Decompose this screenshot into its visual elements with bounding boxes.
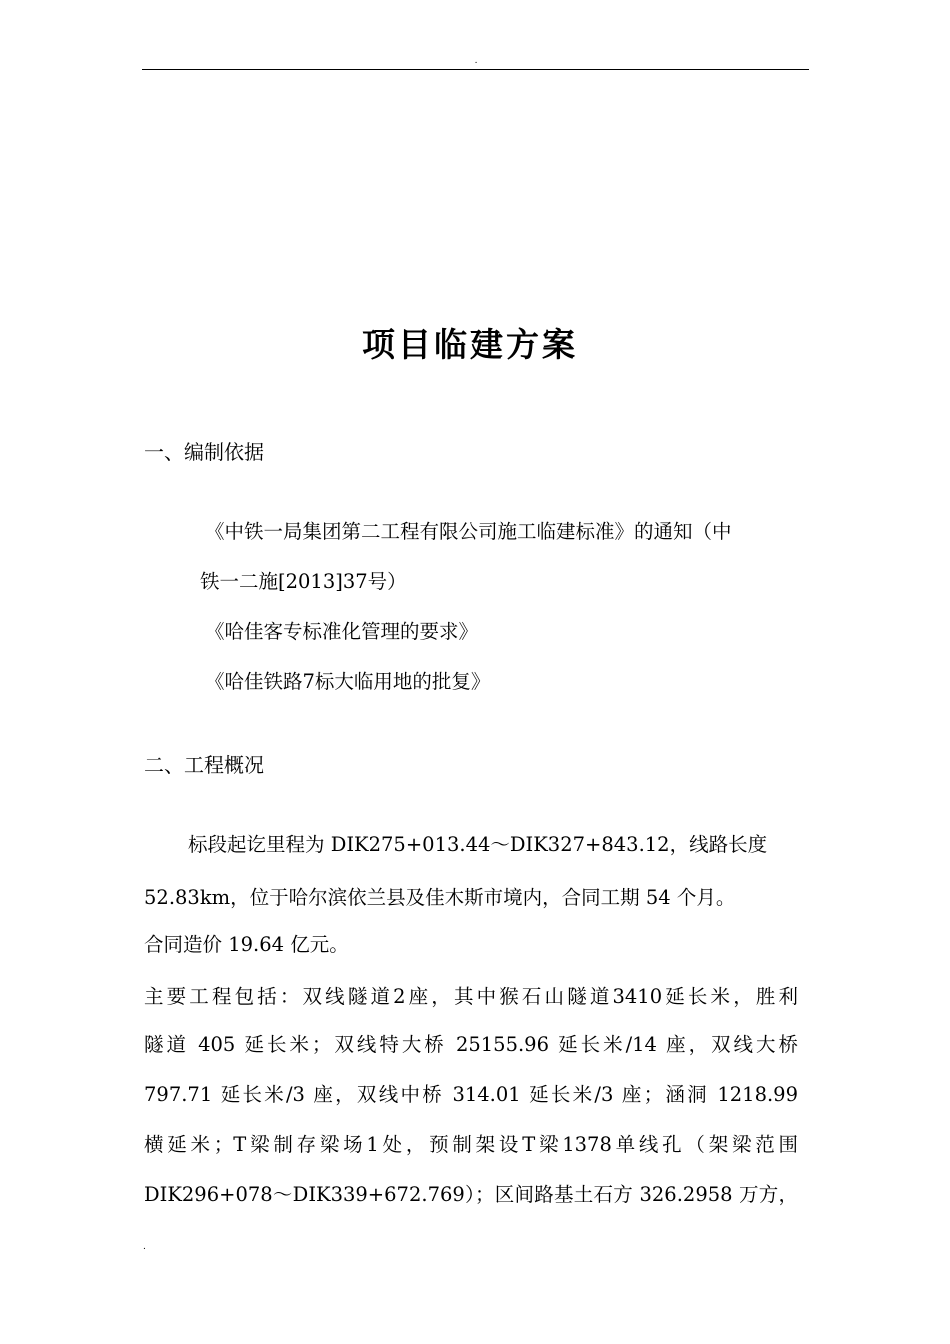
header-rule — [142, 69, 809, 70]
basis-line-3: 《哈佳客专标准化管理的要求》 — [205, 620, 479, 643]
page-title: 项目临建方案 — [362, 325, 578, 364]
basis-line-2: 铁一二施[2013]37号） — [200, 570, 407, 593]
overview-line-7: 横延米；T梁制存梁场1处，预制架设T梁1378单线孔（架梁范围 — [144, 1133, 798, 1156]
overview-line-3: 合同造价 19.64 亿元。 — [144, 933, 349, 956]
section-heading-basis: 一、编制依据 — [144, 440, 264, 464]
header-mark: . — [474, 56, 478, 66]
overview-line-4: 主要工程包括：双线隧道2座，其中猴石山隧道3410延长米，胜利 — [144, 985, 798, 1008]
overview-line-1: 标段起讫里程为 DIK275+013.44～DIK327+843.12，线路长度 — [188, 833, 768, 856]
overview-line-6: 797.71 延长米/3 座，双线中桥 314.01 延长米/3 座；涵洞 1218.99 — [144, 1083, 798, 1106]
overview-line-8: DIK296+078～DIK339+672.769）；区间路基土石方 326.2958 万方， — [144, 1183, 798, 1206]
overview-line-2: 52.83km，位于哈尔滨依兰县及佳木斯市境内，合同工期 54 个月。 — [144, 886, 736, 909]
section-heading-overview: 二、工程概况 — [144, 753, 264, 777]
footer-mark: . — [143, 1242, 146, 1252]
basis-line-1: 《中铁一局集团第二工程有限公司施工临建标准》的通知（中 — [205, 520, 732, 543]
basis-line-4: 《哈佳铁路7标大临用地的批复》 — [205, 670, 491, 693]
overview-line-5: 隧道 405 延长米；双线特大桥 25155.96 延长米/14 座，双线大桥 — [144, 1033, 798, 1056]
